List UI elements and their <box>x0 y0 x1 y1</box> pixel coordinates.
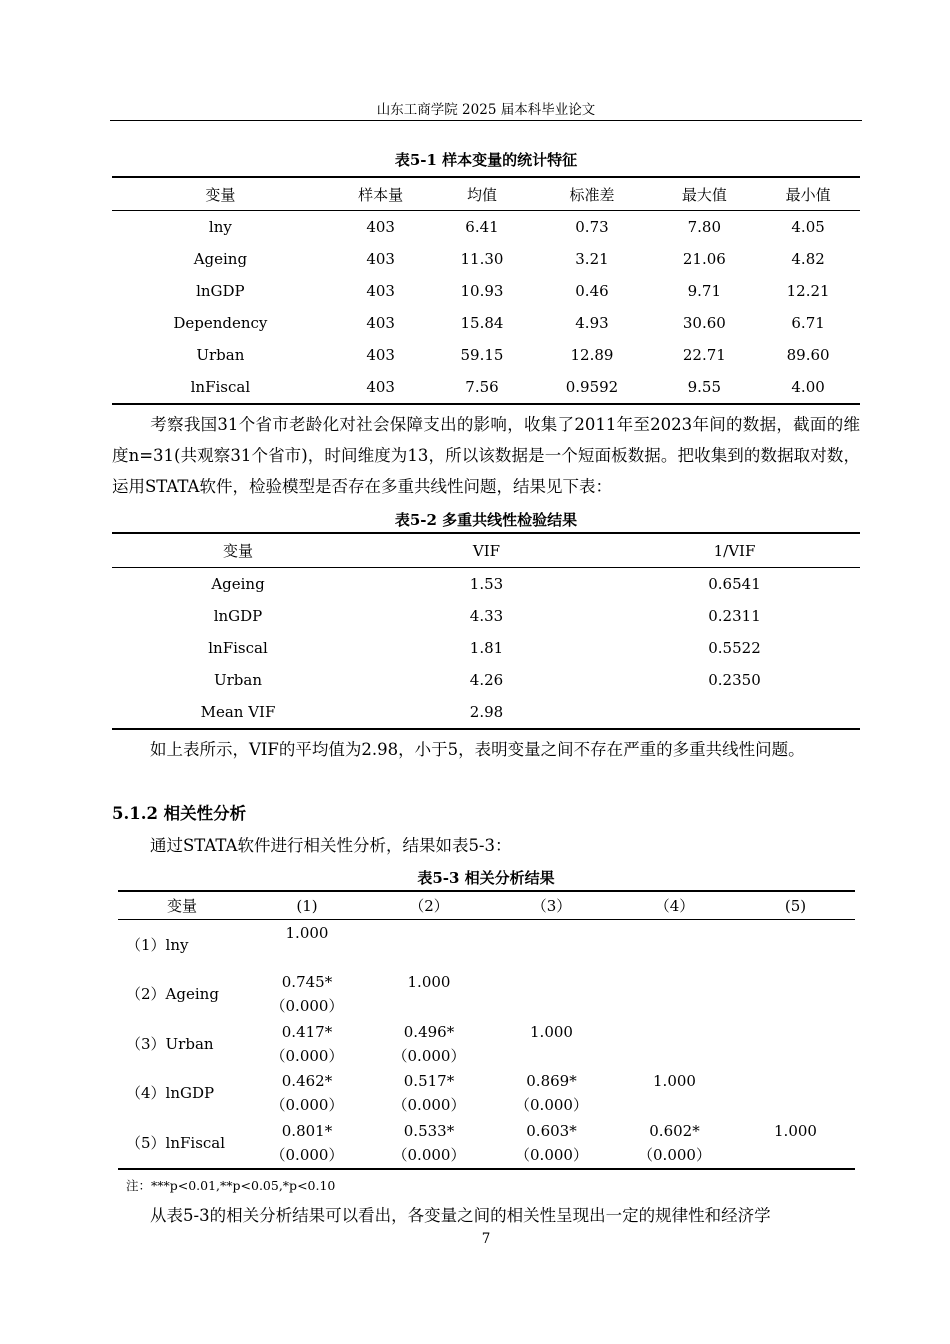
correlation-coefficient: 1.000 <box>407 973 451 992</box>
table1-cell: 22.71 <box>682 346 726 364</box>
table1-cell: 59.15 <box>460 346 504 364</box>
table1-cell: lny <box>208 218 232 236</box>
table3-row-label: （2）Ageing <box>126 985 219 1004</box>
page-number: 7 <box>481 1231 491 1247</box>
table1-cell: lnGDP <box>196 282 245 300</box>
table3-col-header: 变量 <box>118 891 246 920</box>
p-value: （0.000） <box>270 1046 344 1065</box>
table3-cell <box>490 970 613 1020</box>
correlation-coefficient: 0.602* <box>649 1121 700 1140</box>
table2-row <box>112 632 860 664</box>
table1-col-header: 最小值 <box>756 177 860 211</box>
table3-header-row <box>118 891 855 920</box>
p-value: （0.000） <box>270 1096 344 1115</box>
paragraph-data-description <box>112 409 860 502</box>
table1-cell: 9.55 <box>687 378 722 396</box>
table2-row <box>112 696 860 729</box>
table1-row <box>112 339 860 371</box>
p-value: （0.000） <box>515 1145 588 1164</box>
table1-cell: 6.41 <box>465 218 499 236</box>
table2-col-header: 变量 <box>112 533 364 568</box>
table3-cell <box>490 1118 613 1169</box>
table3-cell <box>246 1118 368 1169</box>
table3-col-header: (1) <box>246 891 368 920</box>
correlation-coefficient: 0.533* <box>403 1121 455 1140</box>
table1-cell: Ageing <box>193 250 248 268</box>
table2-cell: Urban <box>213 671 263 689</box>
table1-cell: 11.30 <box>460 250 504 268</box>
correlation-coefficient: 0.462* <box>281 1072 333 1091</box>
table2-row <box>112 568 860 601</box>
table2-vif <box>112 532 860 730</box>
table3-cell <box>368 1118 490 1169</box>
table3-col-header: (5) <box>736 891 855 920</box>
table3-cell <box>613 970 736 1020</box>
paragraph-text: 考察我国31个省市老龄化对社会保障支出的影响，收集了2011年至2023年间的数据，截面的维度n=31(共观察31个省市)，时间维度为13，所以该数据是一个短面板数据。把收集到的数据取对数，运用STATA软件，检验模型是否存在多重共线性问题，结果见下表： <box>112 415 860 496</box>
table3-cell <box>246 1019 368 1069</box>
table3-cell <box>613 920 736 970</box>
table1-cell: 15.84 <box>460 314 504 332</box>
table1-cell: 7.56 <box>465 378 499 396</box>
table3-row <box>118 1118 855 1169</box>
table1-caption: 表5-1 样本变量的统计特征 <box>394 151 578 169</box>
table3-cell <box>736 970 855 1020</box>
table1-row <box>112 211 860 244</box>
table1-cell: 3.21 <box>575 250 609 268</box>
table1-header-row <box>112 177 860 211</box>
table3-cell <box>736 1019 855 1069</box>
table1-row <box>112 371 860 404</box>
table3-row <box>118 920 855 970</box>
table2-body <box>112 568 860 730</box>
table1-row <box>112 243 860 275</box>
table1-row <box>112 307 860 339</box>
table2-col-header: 1/VIF <box>609 533 860 568</box>
table1-cell: 7.80 <box>687 218 722 236</box>
table2-cell: 0.5522 <box>708 639 761 657</box>
table1-cell: Dependency <box>173 314 268 332</box>
table3-cell <box>246 1069 368 1119</box>
table2-cell: 1.81 <box>469 639 504 657</box>
p-value: （0.000） <box>392 1046 466 1065</box>
table3-cell <box>368 920 490 970</box>
table1-cell: 4.05 <box>791 218 825 236</box>
table1-col-header: 最大值 <box>652 177 756 211</box>
table1-col-header: 均值 <box>433 177 532 211</box>
correlation-coefficient: 0.517* <box>403 1072 455 1091</box>
table1-cell: 6.71 <box>791 314 825 332</box>
table3-cell <box>246 920 368 970</box>
table3-cell <box>490 920 613 970</box>
correlation-coefficient: 0.745* <box>281 973 333 992</box>
table2-cell: 0.2350 <box>708 671 761 689</box>
table3-cell <box>368 1069 490 1119</box>
table3-row-label: （5）lnFiscal <box>126 1133 226 1152</box>
running-header: 山东工商学院 2025 届本科毕业论文 <box>376 102 596 118</box>
table1-cell: Urban <box>196 346 245 364</box>
table1-cell: 4.82 <box>791 250 825 268</box>
table2-cell: lnFiscal <box>208 639 268 657</box>
table3-cell <box>613 1118 736 1169</box>
table3-cell <box>736 1118 855 1169</box>
table3-row <box>118 970 855 1020</box>
table1-cell: lnFiscal <box>190 378 251 396</box>
table2-cell: 1.53 <box>469 575 504 593</box>
table3-cell <box>736 1069 855 1119</box>
p-value: （0.000） <box>270 997 344 1016</box>
paragraph-text: 从表5-3的相关分析结果可以看出，各变量之间的相关性呈现出一定的规律性和经济学 <box>150 1206 771 1225</box>
table1-cell: 4.00 <box>791 378 825 396</box>
table1-cell: 0.73 <box>575 218 609 236</box>
table1-cell: 4.93 <box>575 314 609 332</box>
table1-cell: 12.89 <box>570 346 614 364</box>
table1-cell: 0.9592 <box>565 378 619 396</box>
table1-row <box>112 275 860 307</box>
paragraph-correlation-intro <box>112 830 860 861</box>
table3-cell <box>368 1019 490 1069</box>
p-value: （0.000） <box>392 1096 466 1115</box>
paragraph-correlation-discussion <box>112 1200 860 1231</box>
table2-cell: Ageing <box>211 575 265 593</box>
table3-col-header: （3） <box>490 891 613 920</box>
table3-cell <box>246 970 368 1020</box>
table2-caption: 表5-2 多重共线性检验结果 <box>394 511 578 529</box>
table3-col-header: （4） <box>613 891 736 920</box>
p-value: （0.000） <box>638 1145 711 1164</box>
table3-row <box>118 1069 855 1119</box>
table3-row-label: （3）Urban <box>126 1034 214 1053</box>
table1-cell: 21.06 <box>682 250 726 268</box>
section-heading: 5.1.2 相关性分析 <box>112 804 247 823</box>
header-rule <box>110 120 862 121</box>
correlation-coefficient: 1.000 <box>530 1022 573 1041</box>
table3-cell <box>736 920 855 970</box>
table2-cell: lnGDP <box>213 607 263 625</box>
table2-cell: Mean VIF <box>200 703 276 721</box>
table3-note: 注：***p<0.01,**p<0.05,*p<0.10 <box>126 1178 336 1193</box>
table3-cell <box>490 1019 613 1069</box>
table1-body <box>112 211 860 405</box>
correlation-coefficient: 0.869* <box>526 1072 577 1091</box>
table1-col-header: 标准差 <box>531 177 652 211</box>
paragraph-text: 如上表所示，VIF的平均值为2.98，小于5，表明变量之间不存在严重的多重共线性问题。 <box>150 740 805 759</box>
table3-cell <box>613 1019 736 1069</box>
table1-cell: 403 <box>366 250 395 268</box>
table1-cell: 403 <box>366 218 395 236</box>
correlation-coefficient: 1.000 <box>653 1072 696 1091</box>
table3-col-header: （2） <box>368 891 490 920</box>
table1-cell: 403 <box>366 378 395 396</box>
table2-col-header: VIF <box>364 533 609 568</box>
table2-row <box>112 600 860 632</box>
table1-cell: 403 <box>366 314 395 332</box>
table2-cell <box>609 696 860 729</box>
correlation-coefficient: 0.496* <box>403 1022 455 1041</box>
table3-correlation <box>118 890 855 1170</box>
paragraph-vif-result <box>112 734 860 765</box>
table3-row-label: （4）lnGDP <box>126 1084 215 1103</box>
table2-cell: 0.2311 <box>708 607 761 625</box>
table1-cell: 403 <box>366 346 395 364</box>
table1-cell: 12.21 <box>786 282 830 300</box>
p-value: （0.000） <box>515 1096 588 1115</box>
table3-cell <box>613 1069 736 1119</box>
p-value: （0.000） <box>392 1145 466 1164</box>
table3-caption: 表5-3 相关分析结果 <box>417 869 555 887</box>
table3-row <box>118 1019 855 1069</box>
table1-cell: 30.60 <box>682 314 726 332</box>
table1-col-header: 变量 <box>112 177 329 211</box>
table1-descriptive-stats <box>112 176 860 405</box>
table1-cell: 9.71 <box>687 282 722 300</box>
table1-cell: 89.60 <box>786 346 830 364</box>
p-value: （0.000） <box>270 1145 344 1164</box>
table2-header-row <box>112 533 860 568</box>
table1-cell: 403 <box>366 282 395 300</box>
table3-row-label: （1）lny <box>126 935 189 954</box>
table3-cell <box>368 970 490 1020</box>
table2-cell: 2.98 <box>469 703 504 721</box>
correlation-coefficient: 1.000 <box>285 923 329 942</box>
correlation-coefficient: 1.000 <box>774 1121 817 1140</box>
table2-cell: 0.6541 <box>708 575 761 593</box>
table2-cell: 4.33 <box>469 607 504 625</box>
correlation-coefficient: 0.603* <box>526 1121 577 1140</box>
table2-cell: 4.26 <box>469 671 504 689</box>
correlation-coefficient: 0.417* <box>281 1022 333 1041</box>
table3-body <box>118 920 855 1169</box>
paragraph-text: 通过STATA软件进行相关性分析，结果如表5-3： <box>150 836 512 855</box>
table1-col-header: 样本量 <box>329 177 433 211</box>
table1-cell: 0.46 <box>575 282 609 300</box>
table3-cell <box>490 1069 613 1119</box>
correlation-coefficient: 0.801* <box>281 1121 333 1140</box>
table2-row <box>112 664 860 696</box>
table1-cell: 10.93 <box>460 282 504 300</box>
